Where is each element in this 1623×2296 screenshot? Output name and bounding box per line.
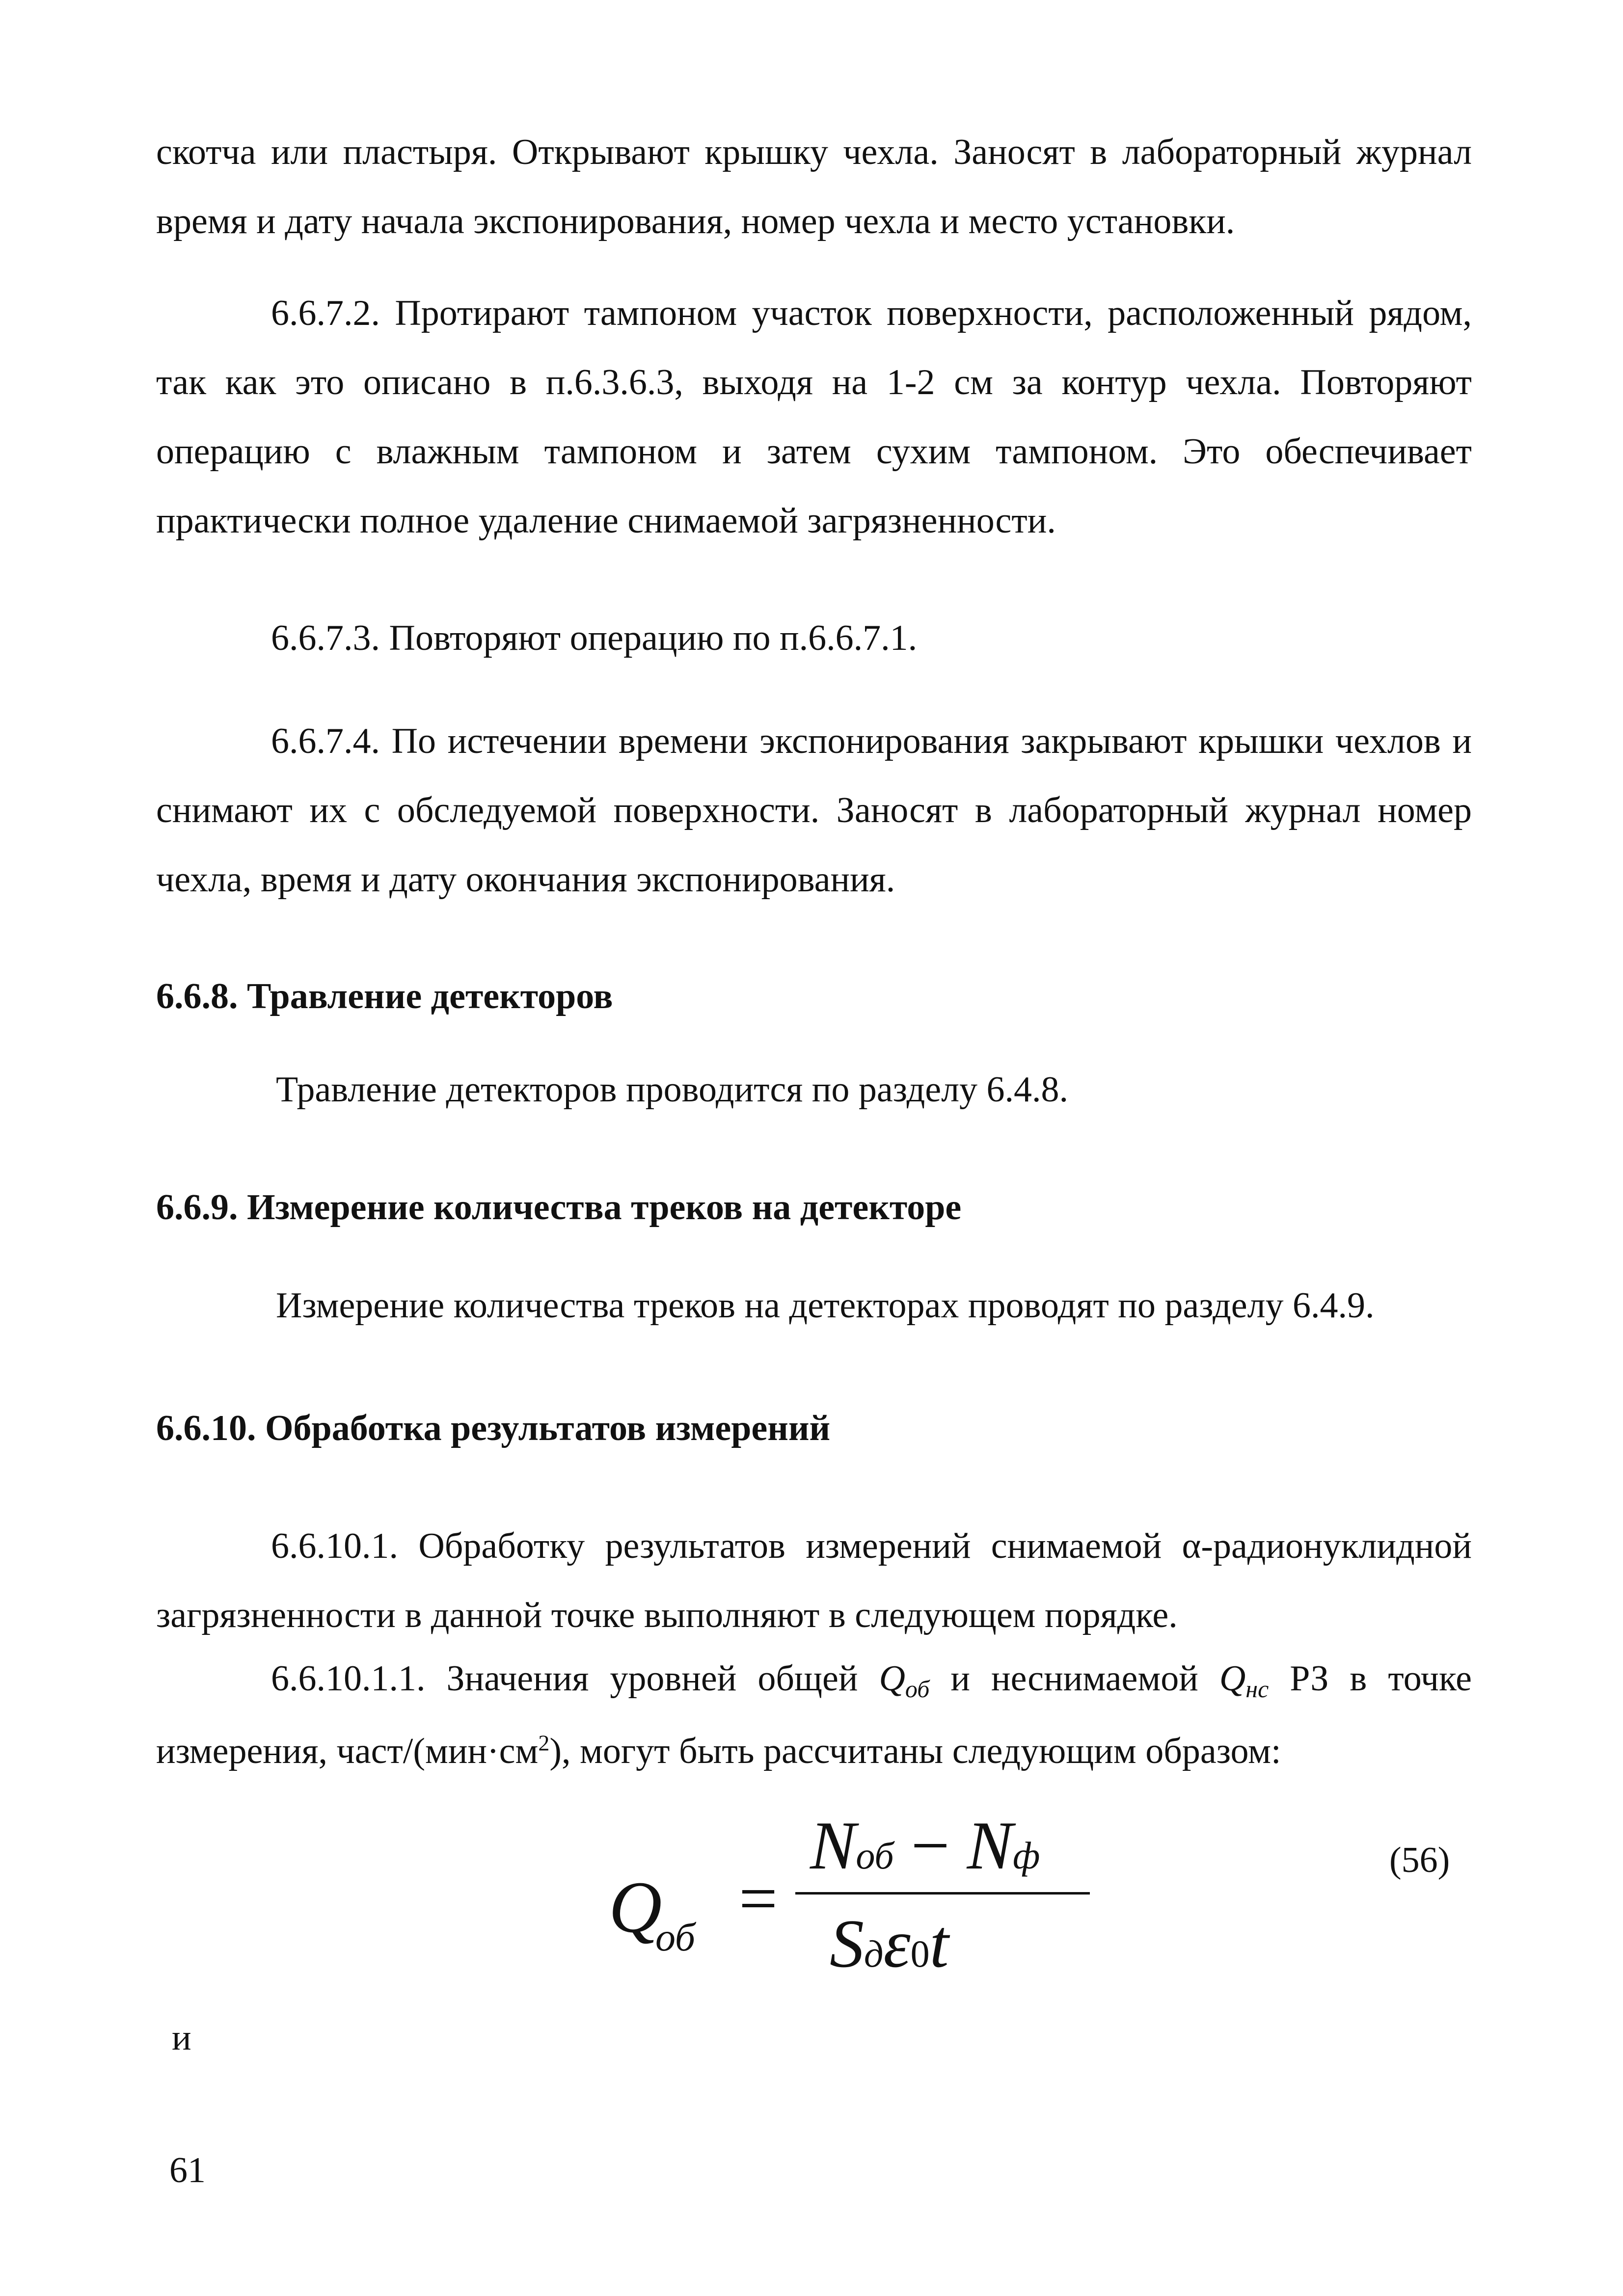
formula-denominator: Sдε0t xyxy=(830,1906,949,1982)
page-number: 61 xyxy=(169,2150,206,2190)
q-total-symbol: Qоб xyxy=(879,1658,930,1703)
fraction-bar xyxy=(795,1892,1090,1895)
formula-lhs: Q xyxy=(609,1867,662,1948)
text-6-6-9: Измерение количества треков на детекторах проводят по разделу 6.4.9. xyxy=(276,1285,1375,1326)
formula-equals: = xyxy=(739,1861,778,1937)
equation-number: (56) xyxy=(1389,1840,1450,1880)
formula-numerator: Nоб − Nф xyxy=(810,1808,1040,1884)
q-fixed-symbol: Qнс xyxy=(1219,1658,1269,1703)
paragraph-6-6-7-4: 6.6.7.4. По истечении времени экспонирования закрывают крышки чехлов и снимают их с обследуемой поверхности. Заносят в лабораторный журнал номер чехла, время и дату окончания экспонирования. xyxy=(156,721,1472,900)
paragraph-6-6-7-3: 6.6.7.3. Повторяют операцию по п.6.6.7.1. xyxy=(271,618,918,658)
paragraph-continuation: скотча или пластыря. Открывают крышку чехла. Заносят в лабораторный журнал время и дату начала экспонирования, номер чехла и место установки. xyxy=(156,132,1472,241)
heading-6-6-9: 6.6.9. Измерение количества треков на детекторе xyxy=(156,1187,962,1228)
formula-lhs-subscript: об xyxy=(655,1915,696,1959)
paragraph-6-6-7-2: 6.6.7.2. Протирают тампоном участок поверхности, расположенный рядом, так как это описано в п.6.3.6.3, выходя на 1-2 см за контур чехла. Повторяют операцию с влажным тампоном и затем сухим тампоном. Это обеспечивает практически полное удаление снимаемой загрязненности. xyxy=(156,293,1472,541)
heading-6-6-10: 6.6.10. Обработка результатов измерений xyxy=(156,1408,831,1448)
conjunction-text: и xyxy=(172,2018,191,2058)
heading-6-6-8: 6.6.8. Травление детекторов xyxy=(156,976,613,1016)
formula-56 xyxy=(609,1806,1296,1993)
paragraph-6-6-10-1-1: 6.6.10.1.1. Значения уровней общей Qоб и неснимаемой Qнс РЗ в точке измерения, част/$(мин\cdot см^2)$, могут быть рассчитаны следующим образом: xyxy=(156,1658,1472,1771)
text-6-6-8: Травление детекторов проводится по разделу 6.4.8. xyxy=(276,1069,1069,1110)
paragraph-6-6-10-1: 6.6.10.1. Обработку результатов измерений снимаемой α-радионуклидной загрязненности в данной точке выполняют в следующем порядке. xyxy=(156,1526,1472,1635)
